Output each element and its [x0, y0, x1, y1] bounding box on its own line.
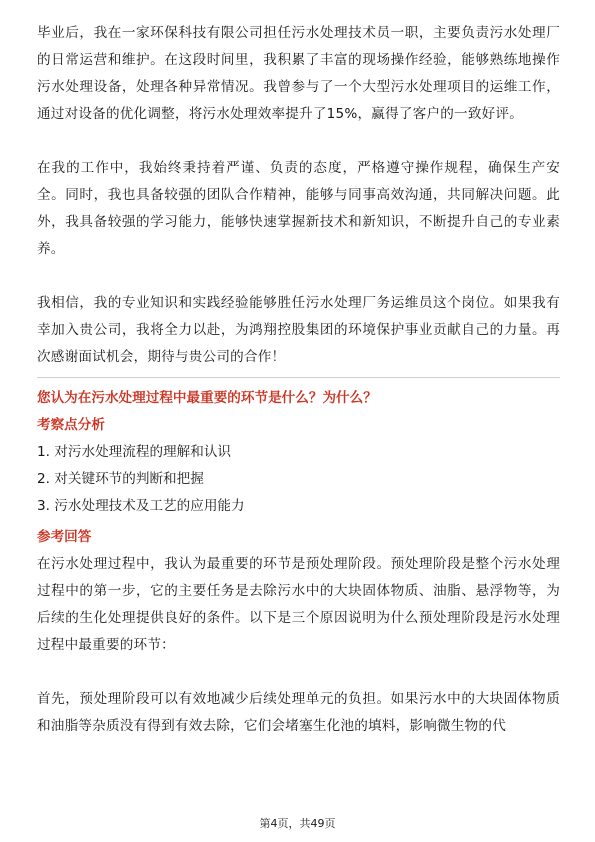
paragraph-gap: [37, 263, 560, 290]
analysis-item-3: 3. 污水处理技术及工艺的应用能力: [37, 498, 245, 514]
intro-paragraph-2: 在我的工作中，我始终秉持着严谨、负责的态度，严格遵守操作规程，确保生产安全。同时，我也具备较强的团队合作精神，能够与同事高效沟通，共同解决问题。此外，我具备较强的学习能力，能够快速掌握新技术和新知识，不断提升自己的专业素养。: [37, 160, 560, 257]
intro-paragraph-3: 我相信，我的专业知识和实践经验能够胜任污水处理厂务运维员这个岗位。如果我有幸加入贵公司，我将全力以赴，为鸿翔控股集团的环境保护事业贡献自己的力量。再次感谢面试机会，期待与贵公司的合作！: [37, 295, 560, 365]
section-divider: [37, 377, 560, 378]
answer-title: 参考回答: [37, 529, 92, 545]
intro-paragraph-1: 毕业后，我在一家环保科技有限公司担任污水处理技术员一职，主要负责污水处理厂的日常运营和维护。在这段时间里，我积累了丰富的现场操作经验，能够熟练地操作污水处理设备，处理各种异常情况。我曾参与了一个大型污水处理项目的运维工作，通过对设备的优化调整，将污水处理效率提升了15%，赢得了客户的一致好评。: [37, 25, 560, 122]
interview-question: 您认为在污水处理过程中最重要的环节是什么？为什么？: [37, 390, 377, 406]
paragraph-gap: [37, 128, 560, 155]
analysis-item-1: 1. 对污水处理流程的理解和认识: [37, 444, 232, 460]
document-page: [37, 20, 560, 740]
analysis-item-2: 2. 对关键环节的判断和把握: [37, 471, 204, 487]
analysis-title: 考察点分析: [37, 417, 105, 433]
answer-paragraph-1: 在污水处理过程中，我认为最重要的环节是预处理阶段。预处理阶段是整个污水处理过程中的第一步，它的主要任务是去除污水中的大块固体物质、油脂、悬浮物等，为后续的生化处理提供良好的条件。以下是三个原因说明为什么预处理阶段是污水处理过程中最重要的环节：: [37, 556, 560, 653]
analysis-list: [37, 439, 560, 520]
paragraph-gap: [37, 659, 560, 686]
answer-paragraph-2: 首先，预处理阶段可以有效地减少后续处理单元的负担。如果污水中的大块固体物质和油脂等杂质没有得到有效去除，它们会堵塞生化池的填料，影响微生物的代: [37, 691, 560, 734]
page-footer: 第4页，共49页: [259, 817, 336, 830]
